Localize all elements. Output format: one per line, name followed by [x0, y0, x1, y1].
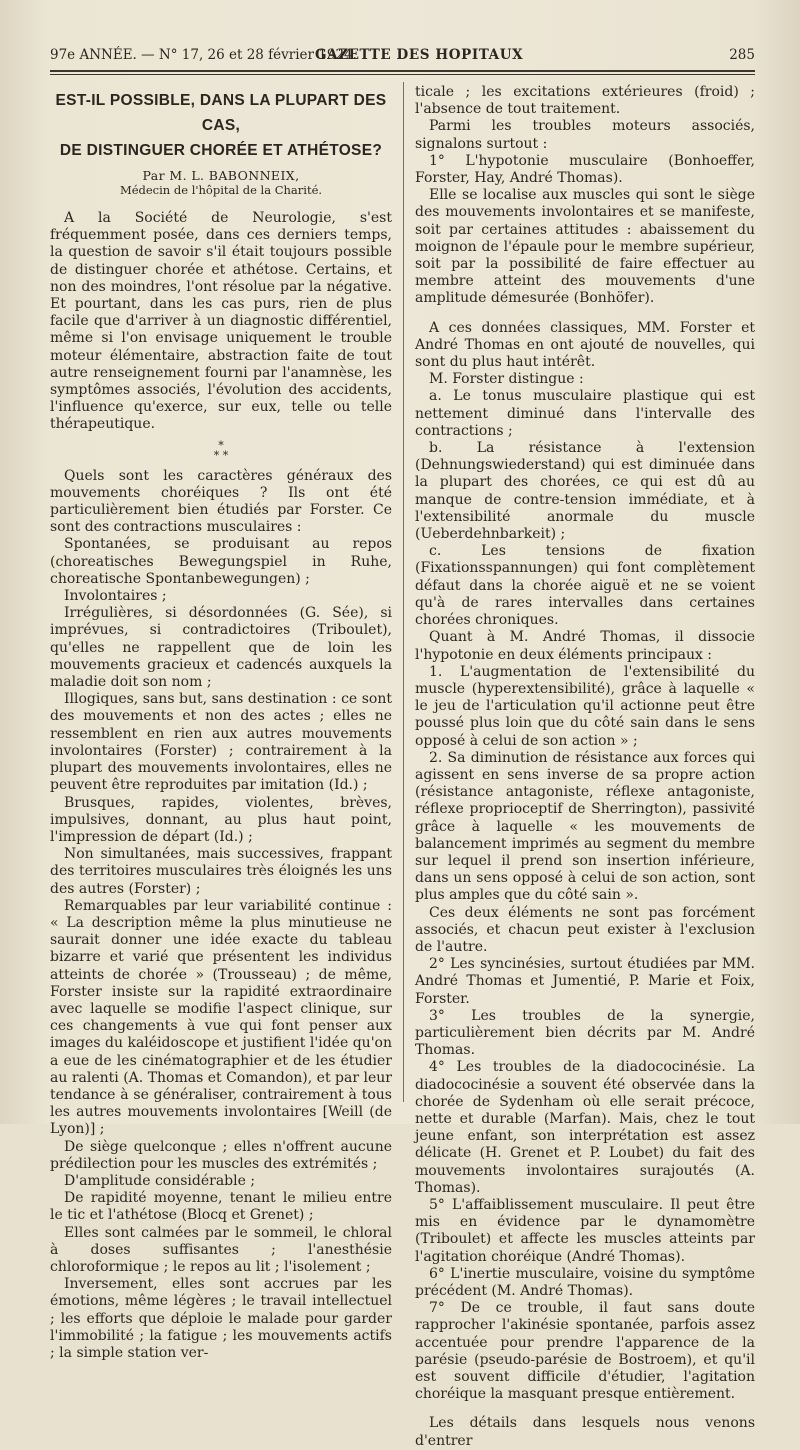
- paragraph: 2. Sa diminution de résistance aux forces qui agissent en sens inverse de sa propre action (résistance antagoniste, réflexe antagoniste, réflexe proprioceptif de Sherrington), passivité grâce à laquelle « les mouvements de balancement imprimés au segment du membre sur lequel il prend son insertion inférieure, dans un sens opposé à celui de son action, sont plus amples que du côté sain ».: [415, 749, 755, 904]
- section-separator: * * *: [213, 438, 229, 462]
- paragraph: 5° L'affaiblissement musculaire. Il peut être mis en évidence par le dynamomètre (Triboulet) et affecte les muscles atteints par l'agitation choréique (André Thomas).: [415, 1197, 755, 1265]
- journal-name: GAZETTE DES HOPITAUX: [315, 47, 524, 63]
- paragraph: Parmi les troubles moteurs associés, signalons surtout :: [415, 118, 755, 152]
- paragraph: c. Les tensions de fixation (Fixationsspannungen) qui font complètement défaut dans la chorée aiguë et ne se voient qu'à de rares intervalles dans certaines chorées chroniques.: [415, 543, 755, 629]
- title-line-2: DE DISTINGUER CHORÉE ET ATHÉTOSE?: [59, 142, 383, 159]
- paragraph: Elle se localise aux muscles qui sont le siège des mouvements involontaires et se manifeste, soit par certaines attitudes : abaissement du moignon de l'épaule pour le membre supérieur, soit par la possibilité de faire effectuer au membre atteint des mouvements d'une amplitude démesurée (Bonhöfer).: [415, 187, 755, 307]
- paragraph: 6° L'inertie musculaire, voisine du symptôme précédent (M. André Thomas).: [415, 1265, 755, 1300]
- paragraph: M. Forster distingue :: [429, 371, 584, 388]
- title-line-1: EST-IL POSSIBLE, DANS LA PLUPART DES CAS,: [55, 92, 387, 134]
- header-rule-thin: [50, 74, 755, 75]
- running-header: [50, 44, 755, 66]
- paragraph: De rapidité moyenne, tenant le milieu entre le tic et l'athétose (Blocq et Grenet) ;: [50, 1190, 392, 1224]
- paragraph: A ces données classiques, MM. Forster et André Thomas en ont ajouté de nouvelles, qui sont du plus haut intérêt.: [415, 319, 755, 371]
- paragraph: a. Le tonus musculaire plastique qui est nettement diminué dans l'intervalle des contractions ;: [415, 388, 755, 439]
- left-column: [50, 84, 392, 1362]
- paragraph: A la Société de Neurologie, s'est fréquemment posée, dans ces derniers temps, la question de savoir s'il était toujours possible de distinguer chorée et athétose. Certains, et non des moindres, l'ont résolue par la négative. Et pourtant, dans les cas purs, rien de plus facile que d'arriver à un diagnostic différentiel, même si l'on envisage uniquement le trouble moteur élémentaire, abstraction faite de tout autre renseignement fourni par l'anamnèse, les symptômes associés, l'évolution des accidents, l'influence qu'exerce, sur eux, telle ou telle thérapeutique.: [50, 210, 392, 433]
- paragraph: Elles sont calmées par le sommeil, le chloral à doses suffisantes ; l'anesthésie chloroformique ; le repos au lit ; l'isolement ;: [50, 1224, 392, 1275]
- paragraph: 4° Les troubles de la diadococinésie. La diadococinésie a souvent été observée dans la chorée de Sydenham où elle serait précoce, nette et durable (Marfan). Mais, chez le tout jeune enfant, son interprétation est assez délicate (H. Grenet et P. Loubet) du fait des mouvements involontaires surajoutés (A. Thomas).: [415, 1059, 755, 1196]
- paragraph: Illogiques, sans but, sans destination : ce sont des mouvements et non des actes ; elles ne ressemblent en rien aux autres mouvements involontaires (Forster) ; contrairement à la plupart des mouvements involontaires, elles ne peuvent être reproduites par imitation (Id.) ;: [50, 691, 392, 794]
- right-column: [415, 84, 755, 1450]
- paragraph: Irrégulières, si désordonnées (G. Sée), si imprévues, si contradictoires (Triboulet), qu'elles ne rappellent que de loin les mouvements gracieux et cadencés auxquels la maladie doit son nom ;: [50, 605, 392, 691]
- paragraph: 2° Les syncinésies, surtout étudiées par MM. André Thomas et Jumentié, P. Marie et Foix, Forster.: [415, 956, 755, 1007]
- paragraph: De siège quelconque ; elles n'offrent aucune prédilection pour les muscles des extrémités ;: [50, 1138, 392, 1172]
- page-number: 285: [729, 47, 755, 63]
- article-author: Par M. L. BABONNEIX,: [142, 168, 300, 183]
- paragraph: 1. L'augmentation de l'extensibilité du muscle (hyperextensibilité), grâce à laquelle « le jeu de l'articulation qu'il actionne peut être poussé plus loin que du côté sain dans le sens opposé à celui de son action » ;: [415, 663, 755, 749]
- paragraph: D'amplitude considérable ;: [64, 1172, 256, 1189]
- paragraph: Quels sont les caractères généraux des mouvements choréiques ? Ils ont été particulièrement bien étudiés par Forster. Ce sont des contractions musculaires :: [50, 467, 392, 536]
- paragraph: Les détails dans lesquels nous venons d'entrer: [415, 1415, 755, 1449]
- paragraph: Spontanées, se produisant au repos (choreatisches Bewegungspiel in Ruhe, choreatische Spontanbewegungen) ;: [50, 536, 392, 587]
- column-divider: [403, 82, 404, 1102]
- paragraph: Quant à M. André Thomas, il dissocie l'hypotonie en deux éléments principaux :: [415, 629, 755, 663]
- paragraph: Non simultanées, mais successives, frappant des territoires musculaires très éloignés les uns des autres (Forster) ;: [50, 846, 392, 897]
- header-rule-thick: [50, 70, 755, 72]
- issue-info: 97e ANNÉE. — N° 17, 26 et 28 février 1924.: [50, 47, 357, 63]
- paragraph: Remarquables par leur variabilité continue : « La description même la plus minutieuse ne saurait donner une idée exacte du tableau bizarre et varié que présentent les individus atteints de chorée » (Trousseau) ; de même, Forster insiste sur la rapidité extraordinaire avec laquelle se modifie l'aspect clinique, sur ces changements à vue qui font penser aux images du kaléidoscope et justifient l'idée qu'on a eue de les cinématographier et de les étudier au ralenti (A. Thomas et Comandon), et par leur tendance à se généraliser, contrairement à tous les autres mouvements involontaires [Weill (de Lyon)] ;: [50, 897, 392, 1138]
- paragraph: Inversement, elles sont accrues par les émotions, même légères ; le travail intellectuel ; les efforts que déploie le malade pour garder l'immobilité ; la fatigue ; les mouvements actifs ; la simple station ver-: [50, 1276, 392, 1361]
- article-title: [50, 88, 392, 163]
- author-affiliation: Médecin de l'hôpital de la Charité.: [119, 183, 323, 197]
- paragraph: 1° L'hypotonie musculaire (Bonhoeffer, Forster, Hay, André Thomas).: [415, 152, 755, 187]
- paragraph-gap: [415, 308, 755, 320]
- paragraph: 3° Les troubles de la synergie, particulièrement bien décrits par M. André Thomas.: [415, 1007, 755, 1059]
- paragraph-gap: [415, 1403, 755, 1415]
- paragraph: Ces deux éléments ne sont pas forcément associés, et chacun peut exister à l'exclusion de l'autre.: [415, 904, 755, 955]
- paragraph: Involontaires ;: [64, 588, 167, 605]
- paragraph: Brusques, rapides, violentes, brèves, impulsives, donnant, au plus haut point, l'impression de départ (Id.) ;: [50, 794, 392, 845]
- paragraph: 7° De ce trouble, il faut sans doute rapprocher l'akinésie spontanée, parfois assez accentuée pour prendre l'apparence de la parésie (pseudo-parésie de Bostroem), et qu'il est souvent difficile d'étudier, l'agitation choréique la masquant presque entièrement.: [415, 1300, 755, 1403]
- paragraph: b. La résistance à l'extension (Dehnungswiederstand) qui est diminuée dans la plupart des chorées, ce qui est dû au manque de contre-tension immédiate, et à l'extensibilité anormale du muscle (Ueberdehnbarkeit) ;: [415, 440, 755, 543]
- paragraph: ticale ; les excitations extérieures (froid) ; l'absence de tout traitement.: [415, 84, 755, 118]
